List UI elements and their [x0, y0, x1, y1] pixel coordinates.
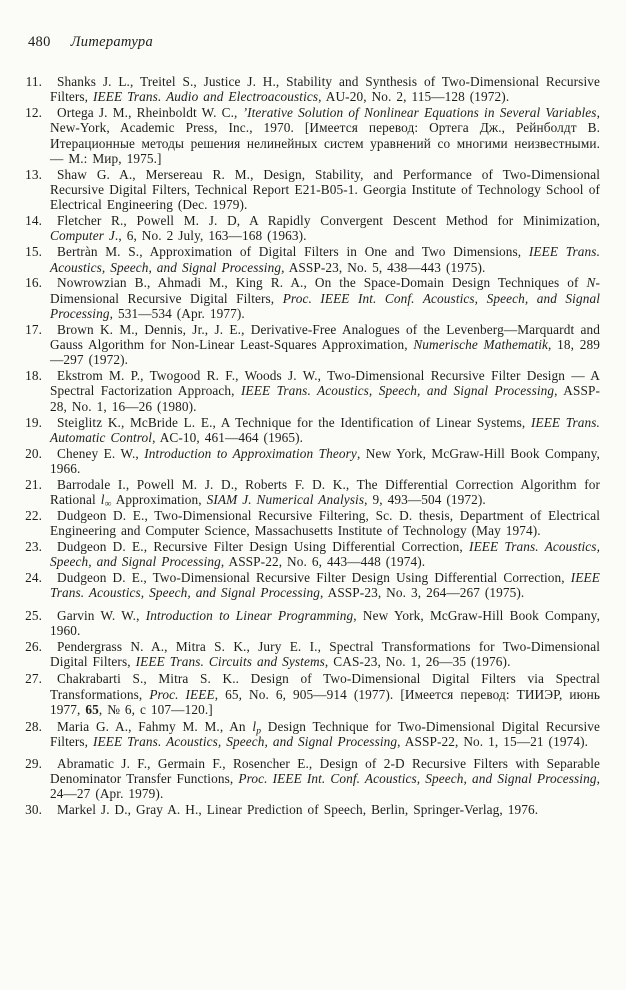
reference-item — [25, 671, 600, 717]
reference-number: 13. — [25, 166, 42, 182]
reference-text: Dudgeon D. E., Recursive Filter Design Using Differential Correction, IEEE Trans. Acoustics, Speech, and Signal Processing, ASSP-22, No. 6, 443—448 (1974). — [50, 538, 600, 570]
reference-text: Steiglitz K., McBride L. E., A Technique for the Identification of Linear Systems, IEEE Trans. Automatic Control, AC-10, 461—464 (1965). — [50, 414, 600, 445]
running-head — [28, 34, 600, 50]
reference-text: Shaw G. A., Mersereau R. M., Design, Stability, and Performance of Two-Dimensional Recursive Digital Filters, Technical Report E21-B05-1. Georgia Institute of Technology School of Electrical Engineering (Dec. 1979). — [50, 166, 600, 213]
reference-text: Brown K. M., Dennis, Jr., J. E., Derivative-Free Analogues of the Levenberg—Marquardt and Gauss Algorithm for Non-Linear Least-Squares Approximation, Numerische Mathematik, 18, 289—297 (1972). — [50, 321, 600, 368]
reference-number: 15. — [25, 244, 42, 260]
reference-item — [25, 508, 600, 539]
reference-item — [25, 802, 600, 817]
page-number: 480 — [28, 34, 51, 50]
reference-number: 29. — [25, 755, 42, 771]
reference-number: 20. — [25, 445, 42, 461]
reference-item — [25, 275, 600, 321]
reference-number: 14. — [25, 213, 42, 229]
reference-text: Bertràn M. S., Approximation of Digital Filters in One and Two Dimensions, IEEE Trans. Acoustics, Speech, and Signal Processing, ASSP-23, No. 5, 438—443 (1975). — [50, 244, 600, 275]
reference-list — [25, 74, 600, 817]
reference-text: Chakrabarti S., Mitra S. K.. Design of Two-Dimensional Digital Filters via Spectral Transformations, Proc. IEEE, 65, No. 6, 905—914 (1977). [Имеется перевод: ТИИЭР, июнь 1977, 65, № 6, с 107—120.] — [50, 671, 600, 717]
reference-number: 16. — [25, 275, 42, 291]
reference-number: 21. — [25, 476, 42, 492]
reference-text: Barrodale I., Powell M. J. D., Roberts F. D. K., The Differential Correction Algorithm for Rational $l_\infty$ Approximation, SIAM J. Numerical Analysis, 9, 493—504 (1972). — [50, 476, 600, 510]
reference-number: 23. — [25, 538, 42, 554]
reference-text: Maria G. A., Fahmy M. M., An $l_p$ Design Technique for Two-Dimensional Digital Recursive Filters, IEEE Trans. Acoustics, Speech, and Signal Processing, ASSP-22, No. 1, 15—21 (1974). — [50, 719, 600, 750]
reference-item — [25, 570, 600, 601]
reference-item — [25, 322, 600, 368]
reference-text: Garvin W. W., Introduction to Linear Programming, New York, McGraw-Hill Book Company, 1960. — [50, 607, 600, 638]
reference-text: Abramatic J. F., Germain F., Rosencher E., Design of 2-D Recursive Filters with Separable Denominator Transfer Functions, Proc. IEEE Int. Conf. Acoustics, Speech, and Signal Processing, 24—27 (Apr. 1979). — [50, 755, 600, 802]
reference-text: Pendergrass N. A., Mitra S. K., Jury E. I., Spectral Transformations for Two-Dimensional Digital Filters, IEEE Trans. Circuits and Systems, CAS-23, No. 1, 26—35 (1976). — [50, 638, 600, 669]
reference-text: Shanks J. L., Treitel S., Justice J. H., Stability and Synthesis of Two-Dimensional Recursive Filters, IEEE Trans. Audio and Electroacoustics, AU-20, No. 2, 115—128 (1972). — [50, 74, 600, 105]
reference-text: Dudgeon D. E., Two-Dimensional Recursive Filtering, Sc. D. thesis, Department of Electrical Engineering and Computer Science, Massachusetts Institute of Technology (May 1974). — [50, 507, 600, 539]
reference-text: Markel J. D., Gray A. H., Linear Prediction of Speech, Berlin, Springer-Verlag, 1976. — [57, 802, 539, 818]
reference-item — [25, 368, 600, 414]
reference-text: Ekstrom M. P., Twogood R. F., Woods J. W., Two-Dimensional Recursive Filter Design — A Spectral Factorization Approach, IEEE Trans. Acoustics, Speech, and Signal Processing, ASSP-28, No. 1, 16—26 (1980). — [50, 368, 600, 414]
reference-number: 28. — [25, 719, 42, 735]
reference-item — [25, 167, 600, 213]
reference-number: 24. — [25, 570, 42, 585]
reference-number: 27. — [25, 671, 42, 687]
reference-number: 25. — [25, 607, 42, 623]
reference-item — [25, 213, 600, 244]
reference-item — [25, 608, 600, 639]
reference-number: 26. — [25, 638, 42, 654]
reference-number: 18. — [25, 368, 42, 384]
reference-item — [25, 244, 600, 275]
section-title: Литература — [70, 34, 153, 50]
reference-item — [25, 74, 600, 105]
reference-item — [25, 719, 600, 750]
reference-number: 22. — [25, 507, 42, 523]
reference-item — [25, 639, 600, 670]
reference-item — [25, 105, 600, 166]
reference-number: 17. — [25, 321, 42, 337]
reference-item — [25, 415, 600, 446]
reference-item — [25, 539, 600, 570]
reference-number: 11. — [25, 74, 42, 89]
reference-text: Ortega J. M., Rheinboldt W. C., ’Iterative Solution of Nonlinear Equations in Several Variables, New-York, Academic Press, Inc., 1970. [Имеется перевод: Ортега Дж., Рейнболдт В. Итерационные методы решения нелинейных систем уравнений со многими неизвестными. — М.: Мир, 1975.] — [50, 105, 600, 166]
reference-item — [25, 446, 600, 477]
reference-text: Nowrowzian B., Ahmadi M., King R. A., On the Space-Domain Design Techniques of N-Dimensional Recursive Digital Filters, Proc. IEEE Int. Conf. Acoustics, Speech, and Signal Processing, 531—534 (Apr. 1977). — [50, 275, 600, 321]
reference-item — [25, 477, 600, 508]
reference-number: 19. — [25, 414, 42, 430]
reference-number: 12. — [25, 105, 42, 121]
reference-item — [25, 756, 600, 802]
reference-text: Fletcher R., Powell M. J. D, A Rapidly Convergent Descent Method for Minimization, Computer J., 6, No. 2 July, 163—168 (1963). — [50, 213, 600, 244]
reference-number: 30. — [25, 802, 42, 818]
reference-text: Dudgeon D. E., Two-Dimensional Recursive Filter Design Using Differential Correction, IEEE Trans. Acoustics, Speech, and Signal Processing, ASSP-23, No. 3, 264—267 (1975). — [50, 570, 600, 601]
reference-text: Cheney E. W., Introduction to Approximation Theory, New York, McGraw-Hill Book Company, 1966. — [50, 445, 600, 476]
